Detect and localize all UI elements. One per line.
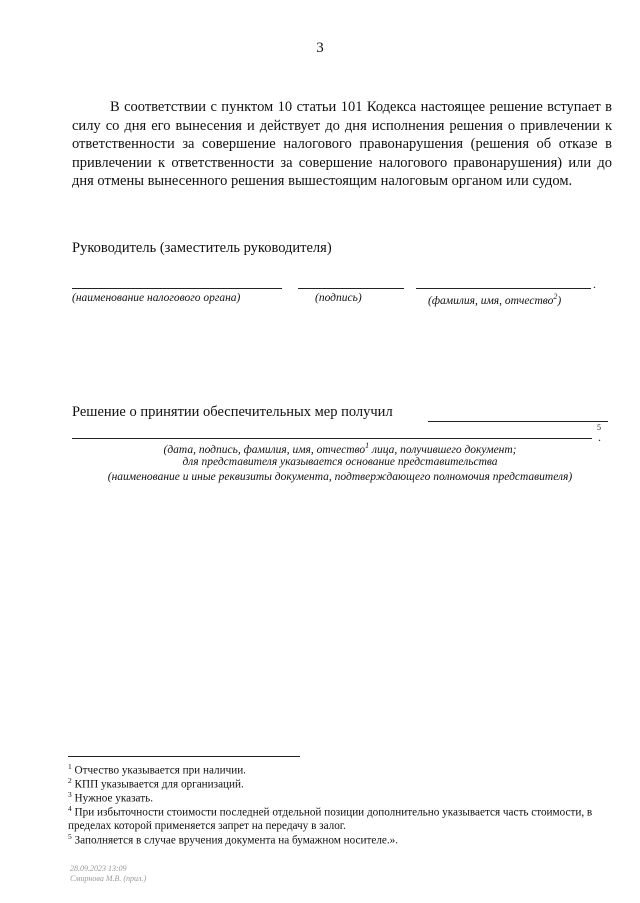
footnote-4-num: 4 (68, 804, 72, 813)
receipt-text: Решение о принятии обеспечительных мер получил (72, 404, 393, 420)
footnote-1-num: 1 (68, 762, 72, 771)
footnote-2-text: КПП указывается для организаций. (74, 778, 244, 791)
receipt-line-1 (428, 421, 608, 422)
signature-line (298, 288, 404, 289)
print-stamp-line-2: Смирнова М.В. (прил.) (70, 874, 147, 883)
footnote-2-num: 2 (68, 776, 72, 785)
page-number: 3 (316, 40, 324, 56)
footnote-rule (68, 756, 300, 757)
head-title: Руководитель (заместитель руководителя) (72, 240, 332, 256)
receipt-caption-1b: лица, получившего документ; (369, 443, 517, 456)
receipt-caption-1 (60, 441, 620, 456)
head-end-dot: . (593, 277, 596, 291)
print-stamp-line-1: 28.09.2023 13:09 (70, 864, 127, 873)
body-paragraph (72, 98, 612, 191)
caption-fio-sup: 2 (553, 292, 558, 301)
fio-line (416, 288, 591, 289)
receipt-caption-1-sup: 1 (365, 441, 370, 450)
footnote-3-num: 3 (68, 790, 72, 799)
receipt-caption-2: для представителя указывается основание представительства (182, 456, 498, 468)
footnote-3-text: Нужное указать. (74, 792, 153, 805)
receipt-caption-1a: (дата, подпись, фамилия, имя, отчество (163, 443, 366, 456)
receipt-end-dot: . (598, 430, 601, 444)
caption-org: (наименование налогового органа) (72, 292, 241, 304)
caption-fio-text: (фамилия, имя, отчество (428, 294, 554, 307)
footnote-1-text: Отчество указывается при наличии. (74, 764, 246, 777)
caption-fio (428, 292, 561, 307)
receipt-line-2 (72, 438, 592, 439)
footnote-5-text: Заполняется в случае вручения документа на бумажном носителе.». (74, 834, 399, 847)
receipt-sup5: 5 (597, 423, 601, 432)
footnote-5 (68, 830, 613, 848)
caption-fio-close: ) (557, 294, 562, 307)
caption-sign: (подпись) (315, 292, 362, 304)
paragraph-text: В соответствии с пунктом 10 статьи 101 Кодекса настоящее решение вступает в силу со дня его вынесения и действует до дня исполнения решения о привлечении к ответственности за совершение налогового правонарушения (решения об отказе в привлечении к ответственности за совершение налогового правонарушения) или до дня отмены вынесенного решения вышестоящим налоговым органом или судом. (72, 99, 612, 190)
receipt-caption-3: (наименование и иные реквизиты документа, подтверждающего полномочия представителя) (107, 471, 573, 483)
org-name-line (72, 288, 282, 289)
footnote-5-num: 5 (68, 832, 72, 841)
footnote-4-text: При избыточности стоимости последней отдельной позиции дополнительно указывается часть стоимости, в пределах которой применяется запрет на передачу в залог. (68, 806, 593, 833)
